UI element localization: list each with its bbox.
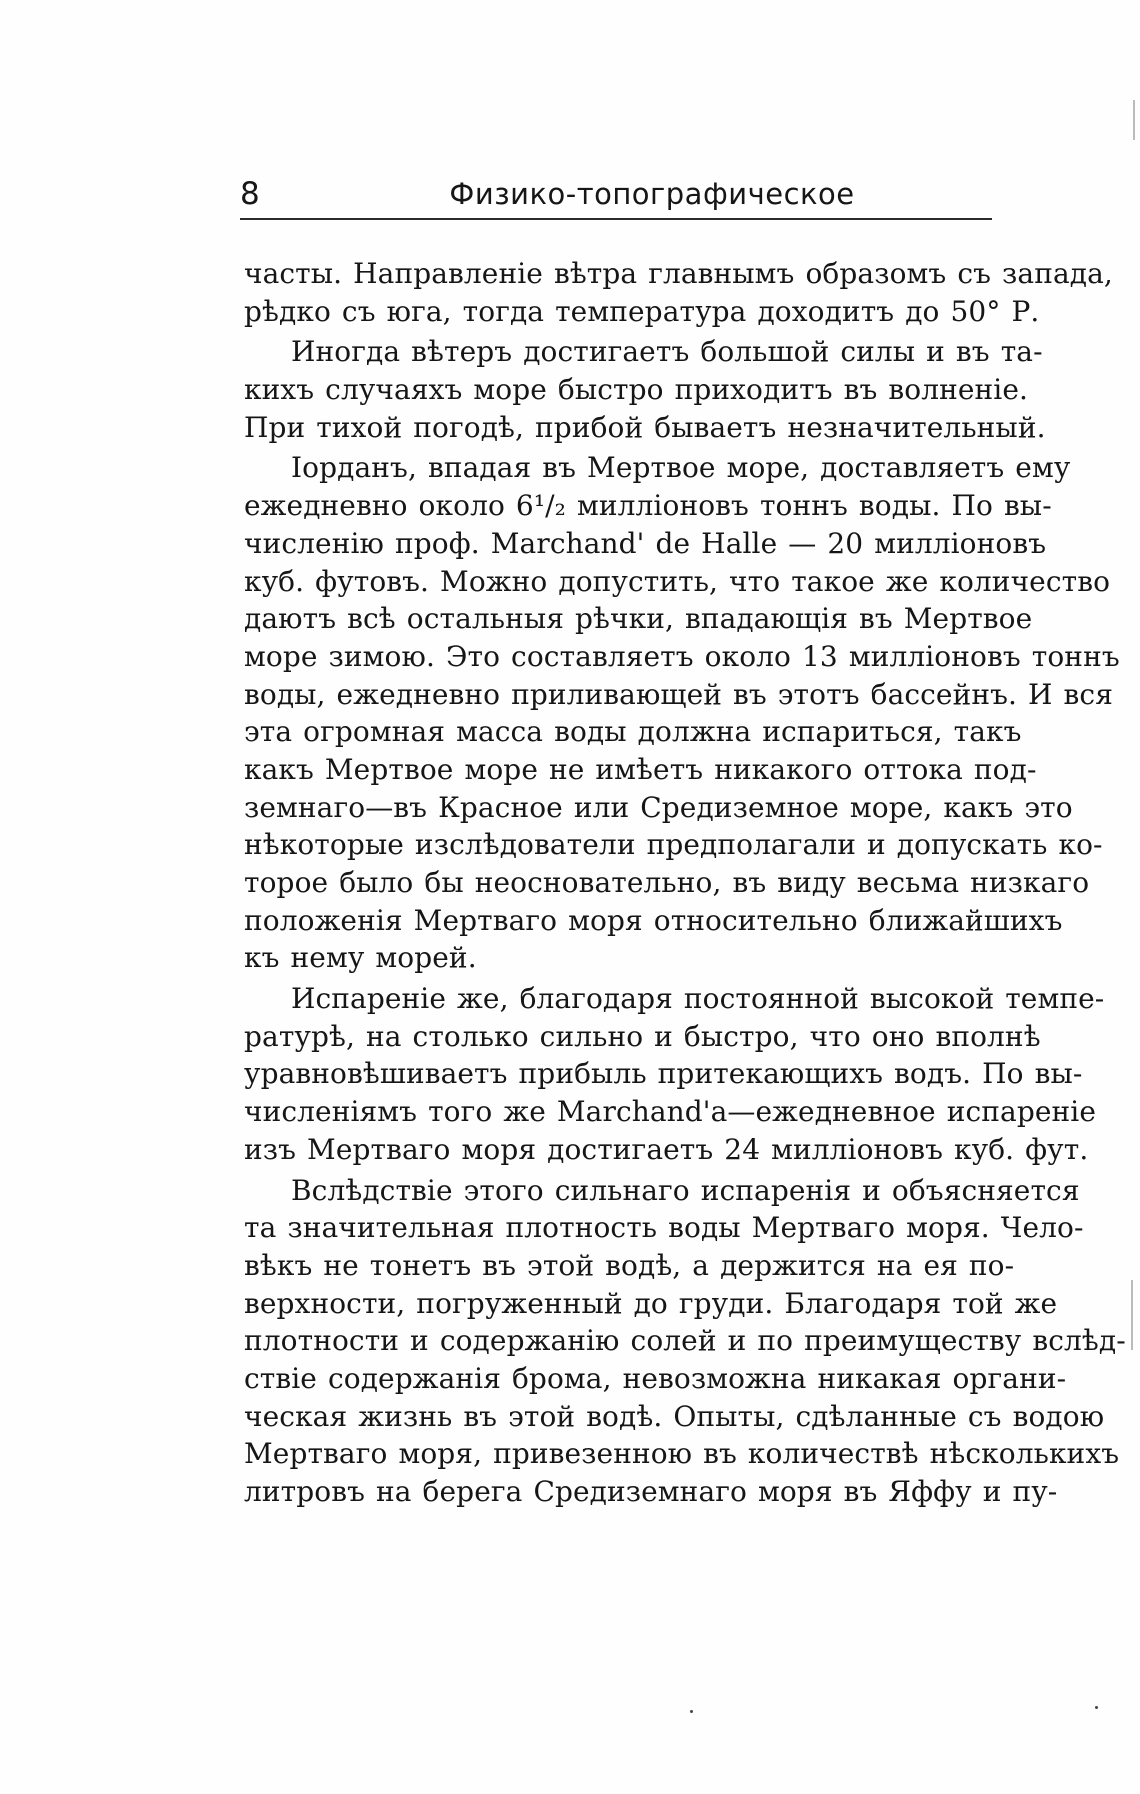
text-line: Мертваго моря, привезенною въ количествѣ нѣсколькихъ [244,1437,1120,1471]
text-line: верхности, погруженный до груди. Благодаря той же [244,1286,1058,1320]
header-rule [240,218,992,220]
paragraph [244,1172,1126,1511]
text-line: Испареніе же, благодаря постоянной высокой темпе- [291,982,1105,1016]
text-line: торое было бы неосновательно, въ виду весьма низкаго [244,866,1090,899]
text-line: численію проф. Marchand' de Halle — 20 милліоновъ [244,526,1047,560]
text-line: литровъ на берега Средиземнаго моря въ Яффу и пу- [244,1475,1058,1508]
page-header [240,176,992,222]
text-line: положенія Мертваго моря относительно ближайшихъ [244,903,1063,937]
paragraph [244,255,1113,330]
text-line: ствіе содержанія брома, невозможна никакая органи- [244,1361,1067,1395]
page-edge-mark [1131,1280,1133,1350]
text-line: ратурѣ, на столько сильно и быстро, что оно вполнѣ [244,1019,1041,1053]
paragraph [244,980,1105,1168]
text-line: численіямъ того же Marchand'a—ежедневное испареніе [244,1095,1097,1129]
text-line: море зимою. Это составляетъ около 13 милліоновъ тоннъ [244,639,1120,673]
text-line: уравновѣшиваетъ прибыль притекающихъ водъ. По вы- [244,1057,1083,1091]
text-line: къ нему морей. [244,941,477,975]
text-line: куб. футовъ. Можно допустить, что такое же количество [244,564,1111,598]
print-speck [1095,1706,1098,1709]
paragraph [244,333,1046,446]
text-line: часты. Направленіе вѣтра главнымъ образомъ съ запада, [244,257,1113,290]
body-text [244,255,1126,1511]
text-line: При тихой погодѣ, прибой бываетъ незначительный. [244,410,1046,444]
text-line: ческая жизнь въ этой водѣ. Опыты, сдѣланные съ водою [244,1399,1105,1433]
text-line: нѣкоторые изслѣдователи предполагали и допускать ко- [244,828,1103,862]
text-line: плотности и содержанію солей и по преимуществу вслѣд- [244,1324,1126,1358]
text-line: Вслѣдствіе этого сильнаго испаренія и объясняется [291,1173,1080,1207]
text-line: Іорданъ, впадая въ Мертвое море, доставляетъ ему [291,451,1071,485]
page-number: 8 [240,176,260,212]
text-line: земнаго—въ Красное или Средиземное море, какъ это [244,790,1073,824]
text-line: воды, ежедневно приливающей въ этотъ бассейнъ. И вся [244,677,1113,711]
text-line: ежедневно около 6¹/₂ милліоновъ тоннъ воды. По вы- [244,489,1052,523]
running-title: Физико-топографическое [449,177,855,211]
paragraph [244,449,1120,977]
text-line: Иногда вѣтеръ достигаетъ большой силы и въ та- [291,335,1043,369]
text-line: кихъ случаяхъ море быстро приходитъ въ волненіе. [244,373,1029,407]
text-line: изъ Мертваго моря достигаетъ 24 милліоновъ куб. фут. [244,1132,1089,1166]
text-line: рѣдко съ юга, тогда температура доходитъ до 50° Р. [244,294,1040,328]
page-edge-mark [1133,100,1135,140]
print-speck [690,1710,693,1713]
text-line: та значительная плотность воды Мертваго моря. Чело- [244,1211,1084,1245]
text-line: вѣкъ не тонетъ въ этой водѣ, а держится на ея по- [244,1248,1015,1282]
text-line: эта огромная масса воды должна испариться, такъ [244,715,1022,749]
text-line: даютъ всѣ остальныя рѣчки, впадающія въ Мертвое [244,602,1033,636]
text-line: какъ Мертвое море не имѣетъ никакого оттока под- [244,752,1037,786]
